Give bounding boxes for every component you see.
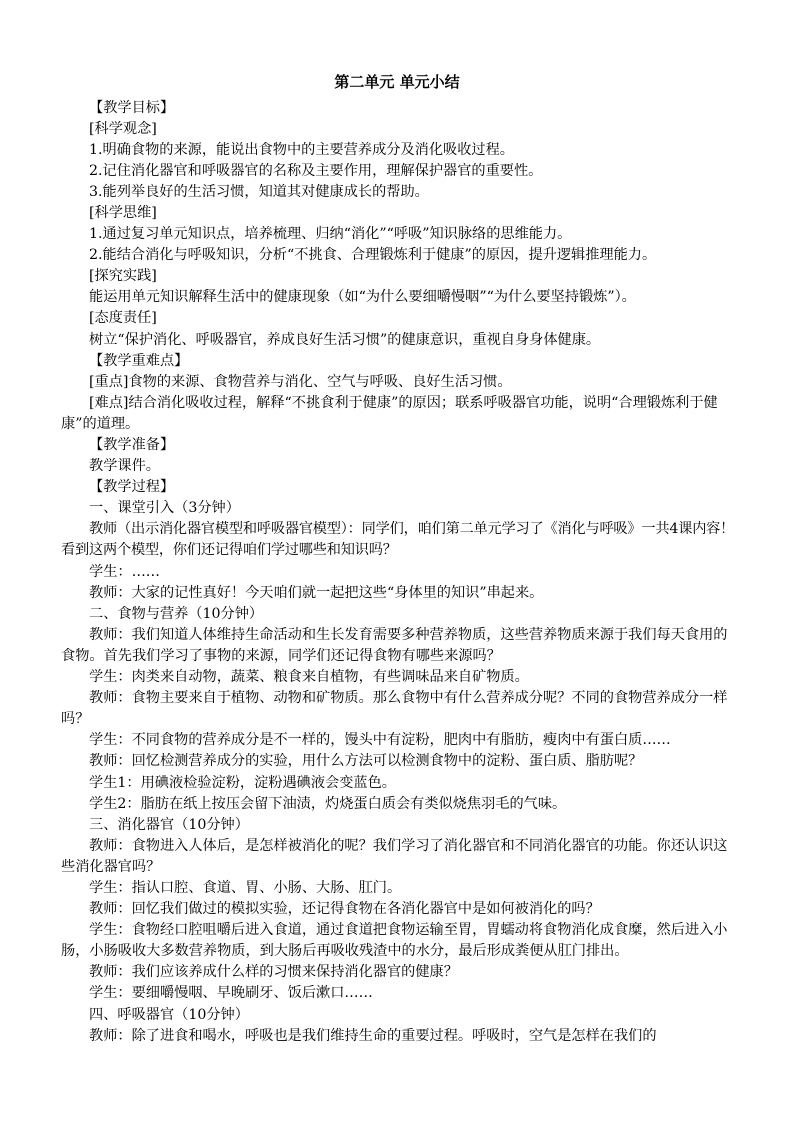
subheading-attitude-responsibility: [态度责任] [89, 310, 157, 327]
dialogue-line: 教师（出示消化器官模型和呼吸器官模型）：同学们，咱们第二单元学习了《消化与呼吸》一共4课内容！看到这两个模型，你们还记得咱们学过哪些和知识吗？ [61, 521, 735, 559]
section-heading-teaching-process: 【教学过程】 [89, 479, 175, 496]
step-heading: 二、食物与营养（10分钟） [89, 605, 264, 622]
dialogue-line: 教师：除了进食和喝水，呼吸也是我们维持生命的重要过程。呼吸时，空气是怎样在我们的 [89, 1027, 657, 1044]
list-item: 1.明确食物的来源，能说出食物中的主要营养成分及消化吸收过程。 [89, 141, 514, 158]
difficult-point: [难点]结合消化吸收过程，解释“不挑食利于健康”的原因；联系呼吸器官功能，说明“合理锻炼利于健康”的道理。 [61, 394, 718, 432]
dialogue-line: 教师：大家的记性真好！今天咱们就一起把这些“身体里的知识”串起来。 [89, 584, 544, 601]
paragraph: 树立“保护消化、呼吸器官，养成良好生活习惯”的健康意识，重视自身身体健康。 [89, 331, 601, 348]
dialogue-line: 学生：指认口腔、食道、胃、小肠、大肠、肛门。 [89, 879, 402, 896]
paragraph: 能运用单元知识解释生活中的健康现象（如“为什么要细嚼慢咽”“为什么要坚持锻炼”）。 [89, 289, 636, 306]
subheading-inquiry-practice: [探究实践] [89, 268, 157, 285]
section-heading-teaching-goals: 【教学目标】 [89, 99, 175, 116]
dialogue-line: 教师：食物进入人体后，是怎样被消化的呢？我们学习了消化器官和不同消化器官的功能。你还认识这些消化器官吗？ [61, 837, 728, 875]
dialogue-line: 教师：我们应该养成什么样的习惯来保持消化器官的健康？ [89, 964, 458, 981]
list-item: 3.能列举良好的生活习惯，知道其对健康成长的帮助。 [89, 183, 429, 200]
list-item: 2.记住消化器官和呼吸器官的名称及主要作用，理解保护器官的重要性。 [89, 162, 543, 179]
subheading-science-concepts: [科学观念] [89, 120, 157, 137]
document-body [61, 98, 737, 1047]
step-heading: 一、课堂引入（3分钟） [89, 500, 240, 517]
dialogue-line: 学生：肉类来自动物，蔬菜、粮食来自植物，有些调味品来自矿物质。 [89, 669, 529, 686]
dialogue-line: 教师：我们知道人体维持生命活动和生长发育需要多种营养物质，这些营养物质来源于我们每天食用的食物。首先我们学习了事物的来源，同学们还记得食物有哪些来源吗？ [61, 626, 728, 664]
dialogue-line: 教师：回忆我们做过的模拟实验，还记得食物在各消化器官中是如何被消化的吗？ [89, 901, 600, 918]
step-heading: 四、呼吸器官（10分钟） [89, 1006, 249, 1023]
dialogue-line: 教师：食物主要来自于植物、动物和矿物质。那么食物中有什么营养成分呢？不同的食物营养成分一样吗？ [61, 690, 728, 728]
dialogue-line: 学生：不同食物的营养成分是不一样的，馒头中有淀粉，肥肉中有脂肪，瘦肉中有蛋白质…… [89, 732, 671, 749]
key-point: [重点]食物的来源、食物营养与消化、空气与呼吸、良好生活习惯。 [89, 373, 512, 390]
dialogue-line: 教师：回忆检测营养成分的实验，用什么方法可以检测食物中的淀粉、蛋白质、脂肪呢？ [89, 753, 643, 770]
dialogue-line: 学生：食物经口腔咀嚼后进入食道，通过食道把食物运输至胃，胃蠕动将食物消化成食糜，然后进入小肠，小肠吸收大多数营养物质，到大肠后再吸收残渣中的水分，最后形成粪便从肛门排出。 [61, 922, 728, 960]
dialogue-line: 学生：…… [89, 563, 160, 580]
dialogue-line: 学生1：用碘液检验淀粉，淀粉遇碘液会变蓝色。 [89, 774, 396, 791]
section-heading-preparation: 【教学准备】 [89, 437, 175, 453]
dialogue-line: 学生：要细嚼慢咽、早晚刷牙、饭后漱口…… [89, 985, 373, 1002]
paragraph: 教学课件。 [89, 458, 160, 475]
list-item: 1.通过复习单元知识点，培养梳理、归纳“消化”“呼吸”知识脉络的思维能力。 [89, 226, 572, 243]
step-heading: 三、消化器官（10分钟） [89, 816, 249, 833]
dialogue-line: 学生2：脂肪在纸上按压会留下油渍，灼烧蛋白质会有类似烧焦羽毛的气味。 [89, 795, 567, 812]
page-title: 第二单元 单元小结 [334, 73, 460, 91]
section-heading-key-points: 【教学重难点】 [89, 352, 189, 369]
list-item: 2.能结合消化与呼吸知识，分析“不挑食、合理锻炼利于健康”的原因，提升逻辑推理能力。 [89, 247, 657, 264]
subheading-science-thinking: [科学思维] [89, 204, 157, 221]
